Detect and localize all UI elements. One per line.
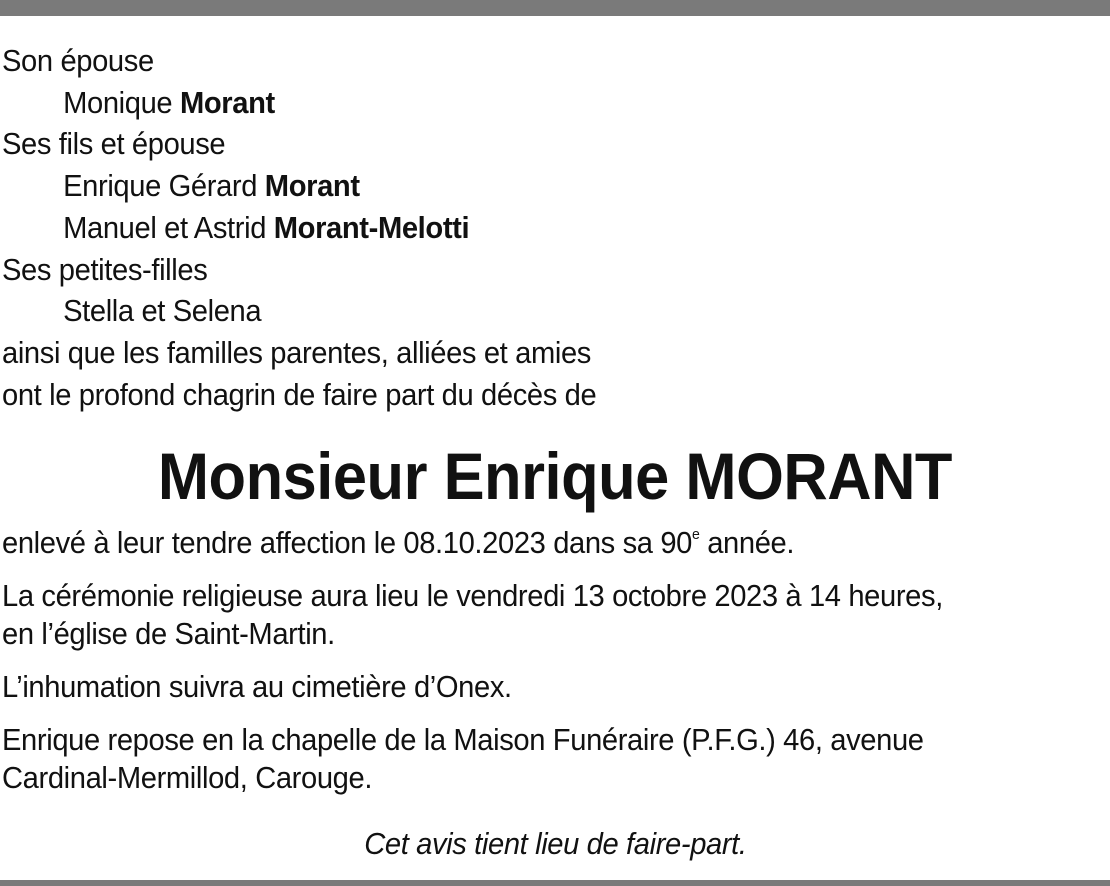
ceremony-line-2: en l’église de Saint-Martin. (2, 616, 335, 651)
rest-line-2: Cardinal-Mermillod, Carouge. (2, 760, 373, 795)
death-text: enlevé à leur tendre affection le 08.10.2023 dans sa 90 (2, 525, 693, 560)
family-list (2, 40, 1036, 415)
granddaughters-heading: Ses petites-filles (2, 251, 208, 287)
ceremony-paragraph (2, 577, 1107, 653)
death-line (2, 524, 1107, 562)
rest-line-1: Enrique repose en la chapelle de la Maison Funéraire (P.F.G.) 46, avenue (2, 722, 924, 757)
rest-paragraph (2, 721, 1107, 797)
sons-heading: Ses fils et épouse (2, 126, 226, 162)
footer-notice (0, 824, 1110, 864)
footer-notice-text: Cet avis tient lieu de faire-part. (363, 826, 747, 861)
announcement-line: ont le profond chagrin de faire part du décès de (2, 376, 597, 412)
obituary-details (2, 524, 1107, 797)
bottom-divider-bar (0, 880, 1110, 886)
deceased-name (0, 434, 1110, 518)
spouse-last-name: Morant (179, 84, 275, 120)
spouse-heading: Son épouse (2, 43, 154, 78)
son2-last-name: Morant-Melotti (273, 209, 470, 245)
granddaughters-names: Stella et Selena (63, 293, 262, 329)
ceremony-line-1: La cérémonie religieuse aura lieu le vendredi 13 octobre 2023 à 14 heures, (2, 578, 943, 613)
son1-first-name: Enrique Gérard (63, 168, 258, 204)
ordinal-suffix: e (692, 526, 700, 543)
deceased-name-text: Monsieur Enrique MORANT (157, 439, 953, 513)
son1-last-name: Morant (264, 168, 360, 204)
spouse-name (2, 82, 1036, 124)
spouse-first-name: Monique (63, 84, 173, 120)
burial-paragraph: L’inhumation suivra au cimetière d’Onex. (2, 669, 512, 704)
son2-name (2, 207, 1036, 249)
top-divider-bar (0, 0, 1110, 16)
son1-name (2, 165, 1036, 207)
son2-first-name: Manuel et Astrid (63, 209, 267, 245)
death-text-end: année. (699, 525, 795, 560)
families-line: ainsi que les familles parentes, alliées et amies (2, 334, 591, 370)
